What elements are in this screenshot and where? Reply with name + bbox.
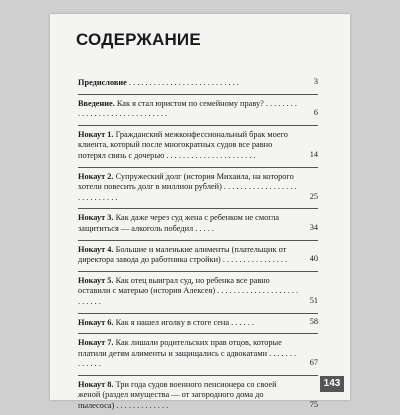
table-of-contents <box>78 78 318 415</box>
toc-entry-knockout-4 <box>78 245 318 269</box>
toc-entry-knockout-7 <box>78 338 318 373</box>
divider <box>78 167 318 168</box>
toc-entry-knockout-5 <box>78 276 318 311</box>
toc-entry-text <box>78 130 318 162</box>
toc-entry-page: 67 <box>309 358 318 368</box>
toc-entry-text <box>78 338 318 370</box>
toc-entry-page: 34 <box>309 222 318 232</box>
toc-entry-knockout-1 <box>78 130 318 165</box>
toc-entry-title: Как лишали родительских прав отцов, которые платили детям алименты и защищались с адвокатами . . . . . . . . . . . . . <box>78 338 297 369</box>
toc-entry-label: Предисловие <box>78 78 127 87</box>
toc-entry-label: Нокаут 1. <box>78 129 114 139</box>
toc-entry-label: Нокаут 2. <box>78 171 114 181</box>
divider <box>78 94 318 95</box>
toc-entry-title: Как отец выиграл суд, но ребенка все равно оставили с матерью (история Алексея) . . . . . . . . . . . . . . . . . . . . . . . . . . <box>78 275 299 306</box>
divider <box>78 375 318 376</box>
toc-entry-intro <box>78 99 318 123</box>
toc-entry-text <box>78 78 318 89</box>
toc-entry-label: Нокаут 7. <box>78 338 114 348</box>
toc-entry-preface <box>78 78 318 92</box>
toc-entry-title: Как я стал юристом по семейному праву? . . . . . . . . . . . . . . . . . . . . . . . . . . . . . . <box>78 98 297 119</box>
toc-entry-label: Введение. <box>78 98 115 108</box>
toc-entry-page: 51 <box>309 295 318 305</box>
page-title: СОДЕРЖАНИЕ <box>76 30 201 49</box>
toc-entry-text <box>78 380 318 412</box>
toc-entry-text <box>78 245 318 266</box>
toc-entry-page: 3 <box>313 77 318 86</box>
toc-entry-text <box>78 213 318 234</box>
divider <box>78 271 318 272</box>
toc-entry-label: Нокаут 5. <box>78 275 114 285</box>
toc-entry-title: Как я нашел иголку в стоге сена . . . . . . <box>113 317 254 327</box>
toc-entry-knockout-8 <box>78 380 318 415</box>
toc-entry-page: 40 <box>309 254 318 264</box>
toc-entry-label: Нокаут 4. <box>78 244 114 254</box>
toc-entry-text <box>78 276 318 308</box>
toc-entry-knockout-6 <box>78 318 318 332</box>
toc-entry-knockout-2 <box>78 172 318 207</box>
toc-entry-title: Три года судов военного пенсионера со своей женой (раздел имущества — от загородного дома до пылесоса) . . . . . . . . . . . . . <box>78 379 277 411</box>
toc-entry-label: Нокаут 3. <box>78 213 114 223</box>
toc-entry-title: Большие и маленькие алименты (плательщик от директора завода до работника стройки) . . . . . . . . . . . . . . . . <box>78 244 288 265</box>
toc-entry-text <box>78 172 318 204</box>
toc-entry-page: 6 <box>313 108 318 118</box>
toc-entry-title: . . . . . . . . . . . . . . . . . . . . . . . . . . . <box>126 78 239 87</box>
divider <box>78 333 318 334</box>
toc-entry-text <box>78 99 318 120</box>
book-page <box>50 14 350 411</box>
toc-entry-page: 75 <box>309 400 318 410</box>
toc-entry-page: 14 <box>309 149 318 159</box>
toc-entry-title: Супружеский долг (история Михаила, на которого хотели повесить долг в миллион рублей) . . . . . . . . . . . . . . . . . . . . . . . . . . . . <box>78 171 297 202</box>
toc-entry-title: Как даже через суд жена с ребенком не смогла защититься — алкоголь победил . . . . . <box>78 213 280 233</box>
toc-entry-label: Нокаут 6. <box>78 317 114 327</box>
toc-entry-label: Нокаут 8. <box>78 379 114 389</box>
toc-entry-title: Гражданский межконфессиональный брак моего клиента, который после многократных судов все равно потерял связь с дочерью . . . . . . . . . . . . . . . . . . . . . . <box>78 129 288 160</box>
divider <box>78 208 318 209</box>
divider <box>78 240 318 241</box>
divider <box>78 125 318 126</box>
toc-entry-page: 58 <box>309 316 318 326</box>
toc-entry-knockout-3 <box>78 213 318 237</box>
page-number-badge: 143 <box>320 376 344 392</box>
divider <box>78 313 318 314</box>
toc-entry-page: 25 <box>309 191 318 201</box>
toc-entry-text <box>78 318 318 329</box>
